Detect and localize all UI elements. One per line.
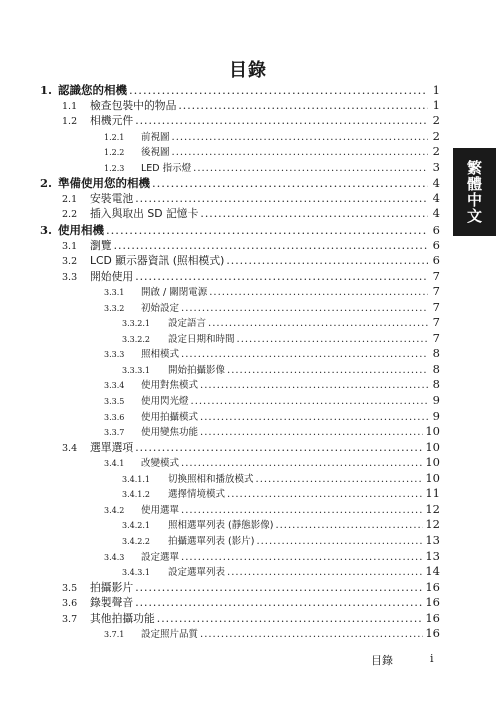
toc-leader-dots [226,254,428,267]
toc-entry-number: 3.5 [62,582,78,594]
toc-leader-dots [200,380,428,391]
toc-entry-title: 切換照相和播放模式 [168,473,254,485]
toc-entry-title: 設定選單列表 [168,567,226,579]
toc-entry-page: 7 [432,284,440,299]
toc-leader-dots [114,239,428,252]
toc-entry-number: 3.3.2 [104,303,125,313]
toc-leader-dots [256,474,424,485]
toc-entry-page: 7 [432,330,440,345]
toc-entry-page: 6 [432,237,440,252]
toc-entry[interactable] [122,486,440,500]
toc-entry[interactable] [40,175,440,191]
toc-entry-page: 4 [432,176,440,191]
toc-entry-title: 檢查包裝中的物品 [90,98,177,112]
toc-entry[interactable] [122,471,440,485]
toc-leader-dots [275,520,423,531]
toc-entry-number: 3.4.1.1 [122,474,150,484]
footer-page-number: i [430,652,434,665]
toc-entry-number: 1.2.3 [104,163,125,173]
toc-entry-title: 使用變焦功能 [141,427,199,439]
toc-leader-dots [200,427,423,438]
toc-entry-page: 3 [432,159,440,174]
toc-entry-number: 3.6 [62,598,78,610]
toc-entry-number: 3.3.4 [104,381,125,391]
toc-entry-number: 3.4.1.2 [122,490,150,500]
toc-entry-page: 7 [432,315,440,330]
toc-entry-page: 8 [432,346,440,361]
toc-entry[interactable] [104,424,440,438]
toc-entry-title: 選單選項 [90,440,134,454]
toc-entry-page: 2 [432,128,440,143]
toc-leader-dots [135,192,428,205]
toc-entry-number: 2.1 [62,193,78,205]
toc-entry-title: 準備使用您的相機 [58,176,150,191]
toc-entry[interactable] [62,580,440,595]
toc-entry[interactable] [122,517,440,531]
toc-leader-dots [172,147,428,158]
toc-entry[interactable] [122,533,440,547]
toc-leader-dots [135,114,428,127]
toc-entry-title: 設定選單 [141,551,180,563]
toc-leader-dots [256,536,423,547]
toc-entry-page: 16 [425,610,440,625]
toc-entry-page: 11 [425,486,440,501]
toc-entry-page: 4 [432,206,440,221]
toc-entry[interactable] [122,315,440,329]
toc-entry-page: 7 [432,299,440,314]
toc-leader-dots [209,287,428,298]
toc-entry-number: 2. [40,176,53,191]
toc-entry-page: 13 [425,548,440,563]
toc-entry[interactable] [62,595,440,610]
toc-entry[interactable] [104,346,440,360]
toc-entry-page: 16 [425,579,440,594]
toc-entry[interactable] [62,440,440,455]
toc-entry[interactable] [62,191,440,206]
toc-entry-title: 後視圖 [141,147,170,159]
toc-entry-page: 8 [432,361,440,376]
toc-entry-title: 拍攝選單列表 (影片) [168,535,255,547]
toc-entry-title: 開始拍攝影像 [168,364,226,376]
toc-leader-dots [181,458,423,469]
toc-entry-page: 10 [425,424,440,439]
toc-entry-title: LED 指示燈 [141,162,192,174]
toc-entry[interactable] [122,362,440,376]
toc-entry[interactable] [122,564,440,578]
toc-entry-title: 安裝電池 [90,191,134,205]
toc-leader-dots [178,99,428,112]
toc-entry-number: 3.4.3.1 [122,568,150,578]
toc-entry-title: 使用對焦模式 [141,380,199,392]
toc-leader-dots [172,132,428,143]
toc-entry-number: 1. [40,83,53,97]
toc-entry[interactable] [40,82,440,98]
toc-entry-number: 3.3.5 [104,397,125,406]
toc-entry-number: 3.4.2.1 [122,521,150,531]
toc-entry-title: 瀏覽 [90,238,112,252]
toc-entry[interactable] [62,238,440,253]
toc-entry-title: 選擇情境模式 [168,489,226,501]
toc-leader-dots [237,334,428,345]
toc-entry-page: 12 [425,501,440,516]
toc-entry-page: 1 [432,97,440,112]
toc-entry-title: 設定日期和時間 [168,333,235,345]
toc-entry-number: 3.4.1 [104,459,125,469]
toc-leader-dots [135,581,423,594]
toc-entry-number: 3.3.2.2 [122,334,150,344]
toc-entry-title: 前視圖 [141,131,170,143]
toc-entry[interactable] [104,502,440,516]
toc-entry[interactable] [62,206,440,221]
toc-entry[interactable] [62,253,440,268]
toc-entry-title: 照相選單列表 (靜態影像) [168,520,274,532]
toc-entry-page: 14 [425,564,440,579]
toc-entry-page: 10 [425,439,440,454]
toc-entry-number: 3.3.7 [104,428,125,438]
toc-entry-title: 相機元件 [90,114,134,128]
page-title: 目錄 [229,60,267,81]
toc-entry-number: 1.1 [62,100,78,112]
toc-entry-number: 3.1 [62,240,78,252]
toc-entry[interactable] [104,284,440,298]
toc-leader-dots [208,318,428,329]
toc-entry-title: 設定照片品質 [141,629,199,641]
toc-entry[interactable] [62,611,440,626]
toc-leader-dots [193,163,428,174]
toc-leader-dots [129,83,428,97]
toc-entry-title: 使用閃光燈 [141,396,189,407]
toc-entry-page: 8 [432,377,440,392]
toc-leader-dots [135,596,423,609]
toc-entry[interactable] [104,409,440,423]
toc-entry-number: 2.2 [62,209,78,221]
toc-entry-page: 4 [432,190,440,205]
toc-entry-number: 3.4 [62,442,78,454]
toc-leader-dots [181,505,423,516]
toc-leader-dots [135,441,423,454]
toc-entry-title: 設定語言 [168,318,207,330]
toc-entry-number: 3. [40,222,53,237]
toc-entry-title: 初始設定 [141,302,180,314]
toc-entry-page: 10 [425,455,440,470]
toc-leader-dots [106,223,428,237]
toc-entry-page: 1 [432,83,440,97]
toc-entry-title: 照相模式 [141,349,180,361]
toc-entry-page: 9 [432,393,440,407]
toc-entry-number: 1.2.2 [104,148,125,158]
toc-leader-dots [181,349,428,360]
footer-label: 目錄 [371,654,393,667]
toc-entry-page: 13 [425,532,440,547]
toc-entry[interactable] [104,549,440,563]
toc-entry[interactable] [104,300,440,314]
toc-entry-number: 3.3.6 [104,412,125,422]
toc-entry-title: LCD 顯示器資訊 (照相模式) [90,254,225,268]
toc-leader-dots [200,412,428,423]
toc-entry-number: 3.7 [62,613,78,625]
toc-entry-title: 開啟 / 關閉電源 [141,287,208,299]
toc-entry-page: 2 [432,144,440,159]
toc-entry-page: 16 [425,626,440,641]
toc-entry[interactable] [104,455,440,469]
toc-entry-page: 10 [425,470,440,485]
toc-leader-dots [191,396,428,407]
toc-entry[interactable] [104,626,440,640]
toc-entry[interactable] [104,377,440,391]
toc-entry-number: 1.2.1 [104,132,125,142]
toc-entry-page: 7 [432,268,440,283]
toc-entry-number: 3.4.2.2 [122,536,150,546]
toc-entry-page: 9 [432,408,440,423]
toc-entry-page: 16 [425,595,440,610]
toc-entry-title: 開始使用 [90,269,134,283]
toc-entry-title: 插入與取出 SD 記憶卡 [90,207,199,221]
toc-entry-number: 3.3 [62,271,78,283]
toc-leader-dots [181,552,423,563]
toc-entry-number: 3.3.2.1 [122,319,150,329]
toc-entry[interactable] [62,98,440,113]
toc-entry[interactable] [122,331,440,345]
toc-entry[interactable] [104,144,440,158]
language-tab: 繁體中文 [453,148,496,236]
toc-entry-title: 使用拍攝模式 [141,411,199,423]
toc-entry-number: 3.3.3.1 [122,365,150,375]
toc-leader-dots [227,365,428,376]
toc-entry-page: 6 [432,253,440,268]
toc-entry[interactable] [62,113,440,128]
toc-leader-dots [135,270,428,283]
toc-entry-number: 3.4.2 [104,505,125,515]
toc-leader-dots [227,567,423,578]
toc-entry[interactable] [104,393,440,407]
toc-leader-dots [200,207,428,220]
toc-entry-number: 3.4.3 [104,552,125,562]
toc-entry-number: 3.3.1 [104,288,125,298]
toc-leader-dots [157,612,424,625]
toc-entry-title: 改變模式 [141,458,180,470]
toc-leader-dots [227,489,423,500]
toc-entry-title: 其他拍攝功能 [90,611,155,625]
toc-entry-page: 6 [432,222,440,237]
toc-entry[interactable] [104,160,440,174]
toc-entry-title: 錄製聲音 [90,596,134,610]
toc-entry[interactable] [62,269,440,284]
toc-leader-dots [200,629,423,640]
toc-entry-number: 1.2 [62,116,78,128]
toc-entry[interactable] [104,129,440,143]
toc-entry-title: 使用選單 [141,504,180,516]
toc-entry-number: 3.2 [62,256,78,268]
toc-entry-number: 3.7.1 [104,630,125,640]
toc-entry-page: 2 [432,113,440,128]
toc-entry-title: 使用相機 [58,222,104,237]
toc-entry[interactable] [40,222,440,238]
toc-leader-dots [152,176,428,190]
toc-entry-number: 3.3.3 [104,350,125,360]
toc-entry-title: 拍攝影片 [90,580,134,594]
toc-entry-title: 認識您的相機 [58,83,127,97]
toc-entry-page: 12 [425,517,440,532]
toc-leader-dots [181,303,428,314]
